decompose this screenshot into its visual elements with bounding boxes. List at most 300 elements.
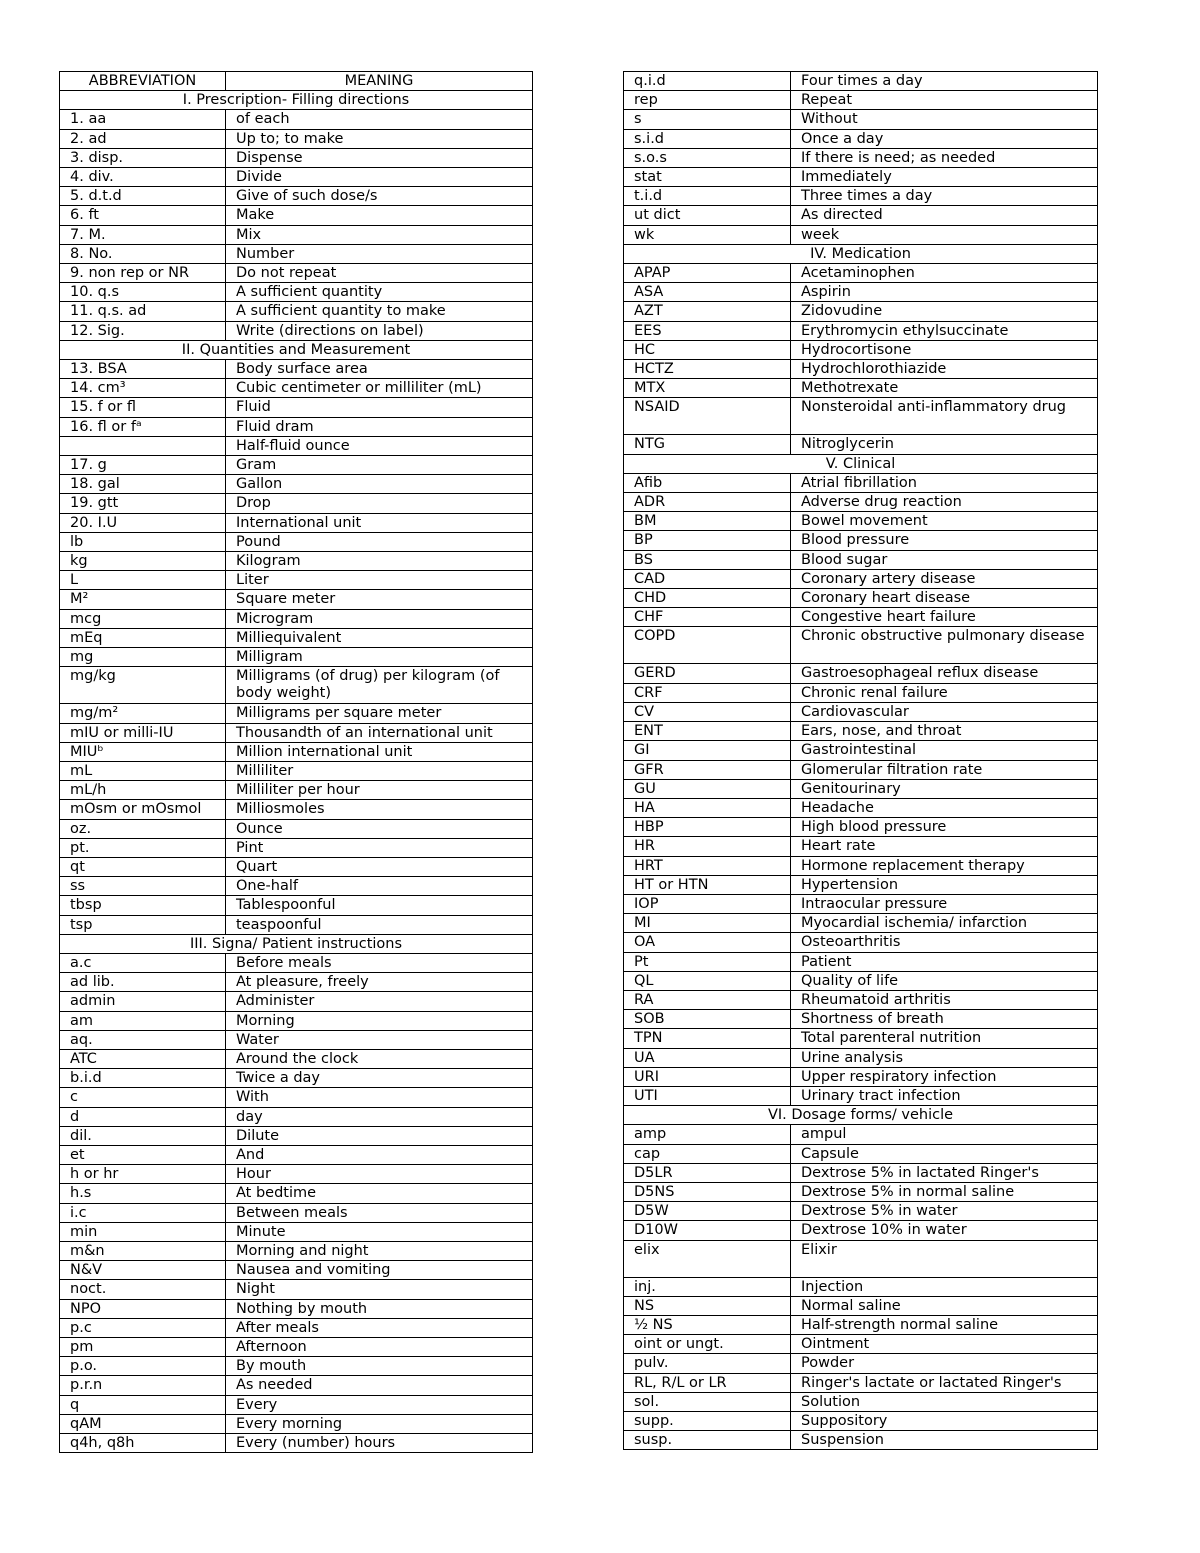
meaning-cell: Chronic obstructive pulmonary disease: [791, 627, 1098, 664]
abbreviation-cell: URI: [624, 1067, 791, 1086]
abbreviation-cell: q.i.d: [624, 72, 791, 91]
meaning-cell: Number: [226, 244, 533, 263]
abbreviation-cell: HT or HTN: [624, 875, 791, 894]
table-row: [624, 1354, 1098, 1373]
abbreviation-cell: RL, R/L or LR: [624, 1373, 791, 1392]
meaning-cell: Hydrocortisone: [791, 340, 1098, 359]
meaning-cell: Capsule: [791, 1144, 1098, 1163]
abbreviation-cell: D5W: [624, 1202, 791, 1221]
abbreviation-cell: CHF: [624, 608, 791, 627]
table-row: [624, 1067, 1098, 1086]
abbreviation-cell: m&n: [60, 1241, 226, 1260]
abbreviation-cell: 19. gtt: [60, 494, 226, 513]
table-row: [624, 1163, 1098, 1182]
meaning-cell: Night: [226, 1280, 533, 1299]
abbreviation-cell: TPN: [624, 1029, 791, 1048]
table-row: [60, 1145, 533, 1164]
abbreviation-cell: 13. BSA: [60, 360, 226, 379]
meaning-cell: Milligrams (of drug) per kilogram (of body weight): [226, 667, 533, 704]
meaning-cell: Aspirin: [791, 283, 1098, 302]
table-row: [60, 1376, 533, 1395]
meaning-cell: Liter: [226, 571, 533, 590]
meaning-cell: Milliliter: [226, 761, 533, 780]
table-row: [60, 1395, 533, 1414]
abbreviation-cell: 5. d.t.d: [60, 187, 226, 206]
meaning-cell: of each: [226, 110, 533, 129]
meaning-cell: Morning: [226, 1011, 533, 1030]
meaning-cell: Hydrochlorothiazide: [791, 360, 1098, 379]
abbreviation-cell: supp.: [624, 1412, 791, 1431]
abbreviation-cell: D10W: [624, 1221, 791, 1240]
table-row: [624, 1202, 1098, 1221]
table-row: [624, 760, 1098, 779]
table-row: [60, 1049, 533, 1068]
abbreviation-cell: s.i.d: [624, 129, 791, 148]
meaning-cell: Microgram: [226, 609, 533, 628]
meaning-cell: Milliliter per hour: [226, 781, 533, 800]
meaning-cell: Quart: [226, 857, 533, 876]
table-row: [624, 990, 1098, 1009]
meaning-cell: Bowel movement: [791, 512, 1098, 531]
meaning-cell: day: [226, 1107, 533, 1126]
abbreviation-cell: COPD: [624, 627, 791, 664]
table-row: [60, 704, 533, 723]
table-row: [624, 1125, 1098, 1144]
meaning-cell: Intraocular pressure: [791, 894, 1098, 913]
table-row: [60, 187, 533, 206]
section-header-row: [624, 244, 1098, 263]
abbreviation-cell: N&V: [60, 1261, 226, 1280]
abbreviation-cell: oint or ungt.: [624, 1335, 791, 1354]
meaning-cell: Erythromycin ethylsuccinate: [791, 321, 1098, 340]
meaning-cell: Chronic renal failure: [791, 683, 1098, 702]
table-row: [60, 648, 533, 667]
abbreviation-cell: OA: [624, 933, 791, 952]
table-row: [60, 129, 533, 148]
table-row: [60, 417, 533, 436]
meaning-cell: Blood pressure: [791, 531, 1098, 550]
abbreviation-cell: 2. ad: [60, 129, 226, 148]
header-abbreviation: ABBREVIATION: [60, 72, 226, 91]
meaning-cell: Repeat: [791, 91, 1098, 110]
table-row: [60, 1126, 533, 1145]
table-row: [624, 569, 1098, 588]
abbreviation-cell: rep: [624, 91, 791, 110]
meaning-cell: Ointment: [791, 1335, 1098, 1354]
abbreviation-cell: EES: [624, 321, 791, 340]
meaning-cell: Administer: [226, 992, 533, 1011]
abbreviation-cell: RA: [624, 990, 791, 1009]
table-row: [624, 264, 1098, 283]
abbreviation-cell: NS: [624, 1296, 791, 1315]
table-row: [60, 915, 533, 934]
meaning-cell: Nitroglycerin: [791, 435, 1098, 454]
abbreviation-cell: admin: [60, 992, 226, 1011]
right-table-body: [624, 72, 1098, 1450]
meaning-cell: Gallon: [226, 475, 533, 494]
abbreviation-cell: noct.: [60, 1280, 226, 1299]
abbreviation-cell: inj.: [624, 1277, 791, 1296]
meaning-cell: Zidovudine: [791, 302, 1098, 321]
meaning-cell: Gastrointestinal: [791, 741, 1098, 760]
table-row: [624, 683, 1098, 702]
abbreviation-cell: 11. q.s. ad: [60, 302, 226, 321]
table-row: [624, 856, 1098, 875]
abbreviation-cell: h or hr: [60, 1165, 226, 1184]
abbreviation-cell: CAD: [624, 569, 791, 588]
meaning-cell: As needed: [226, 1376, 533, 1395]
meaning-cell: Kilogram: [226, 552, 533, 571]
abbreviation-cell: mIU or milli-IU: [60, 723, 226, 742]
abbreviation-cell: qAM: [60, 1414, 226, 1433]
table-row: [60, 513, 533, 532]
table-row: [60, 819, 533, 838]
table-row: [624, 1431, 1098, 1450]
meaning-cell: Ounce: [226, 819, 533, 838]
abbreviation-cell: qt: [60, 857, 226, 876]
abbreviation-table-left: [59, 71, 533, 1453]
table-row: [624, 1412, 1098, 1431]
meaning-cell: Before meals: [226, 953, 533, 972]
table-row: [624, 798, 1098, 817]
abbreviation-cell: mg: [60, 648, 226, 667]
section-title: II. Quantities and Measurement: [60, 340, 533, 359]
meaning-cell: With: [226, 1088, 533, 1107]
table-row: [624, 722, 1098, 741]
table-row: [60, 1184, 533, 1203]
table-row: [60, 283, 533, 302]
meaning-cell: Milliosmoles: [226, 800, 533, 819]
table-row: [60, 206, 533, 225]
meaning-cell: Cardiovascular: [791, 702, 1098, 721]
abbreviation-cell: D5LR: [624, 1163, 791, 1182]
abbreviation-cell: ½ NS: [624, 1315, 791, 1334]
meaning-cell: By mouth: [226, 1357, 533, 1376]
table-row: [60, 1165, 533, 1184]
abbreviation-cell: 8. No.: [60, 244, 226, 263]
table-row: [624, 473, 1098, 492]
table-row: [624, 206, 1098, 225]
abbreviation-cell: lb: [60, 532, 226, 551]
meaning-cell: Ringer's lactate or lactated Ringer's: [791, 1373, 1098, 1392]
table-row: [624, 493, 1098, 512]
table-row: [60, 992, 533, 1011]
abbreviation-cell: c: [60, 1088, 226, 1107]
table-row: [60, 148, 533, 167]
meaning-cell: Rheumatoid arthritis: [791, 990, 1098, 1009]
table-row: [60, 1299, 533, 1318]
table-row: [624, 110, 1098, 129]
meaning-cell: Million international unit: [226, 742, 533, 761]
abbreviation-cell: ss: [60, 877, 226, 896]
table-row: [624, 664, 1098, 683]
abbreviation-cell: 18. gal: [60, 475, 226, 494]
abbreviation-cell: mL/h: [60, 781, 226, 800]
abbreviation-cell: p.c: [60, 1318, 226, 1337]
table-row: [624, 1221, 1098, 1240]
abbreviation-cell: UTI: [624, 1086, 791, 1105]
abbreviation-cell: et: [60, 1145, 226, 1164]
abbreviation-cell: susp.: [624, 1431, 791, 1450]
table-row: [624, 837, 1098, 856]
abbreviation-cell: CHD: [624, 589, 791, 608]
table-row: [624, 1392, 1098, 1411]
abbreviation-cell: L: [60, 571, 226, 590]
table-row: [624, 148, 1098, 167]
abbreviation-cell: mL: [60, 761, 226, 780]
meaning-cell: International unit: [226, 513, 533, 532]
table-row: [60, 264, 533, 283]
meaning-cell: High blood pressure: [791, 818, 1098, 837]
abbreviation-cell: ADR: [624, 493, 791, 512]
meaning-cell: Suspension: [791, 1431, 1098, 1450]
meaning-cell: Nothing by mouth: [226, 1299, 533, 1318]
abbreviation-cell: stat: [624, 168, 791, 187]
abbreviation-cell: q: [60, 1395, 226, 1414]
table-row: [60, 1434, 533, 1453]
meaning-cell: Every (number) hours: [226, 1434, 533, 1453]
table-row: [624, 225, 1098, 244]
meaning-cell: Urine analysis: [791, 1048, 1098, 1067]
meaning-cell: Give of such dose/s: [226, 187, 533, 206]
section-header-row: [624, 1106, 1098, 1125]
table-row: [60, 360, 533, 379]
abbreviation-cell: b.i.d: [60, 1069, 226, 1088]
table-row: [60, 723, 533, 742]
table-row: [624, 91, 1098, 110]
table-row: [60, 1357, 533, 1376]
table-row: [624, 875, 1098, 894]
meaning-cell: Four times a day: [791, 72, 1098, 91]
abbreviation-cell: p.o.: [60, 1357, 226, 1376]
table-row: [624, 952, 1098, 971]
table-row: [60, 1011, 533, 1030]
abbreviation-cell: ad lib.: [60, 973, 226, 992]
section-header-row: [624, 454, 1098, 473]
meaning-cell: A sufficient quantity to make: [226, 302, 533, 321]
meaning-cell: Thousandth of an international unit: [226, 723, 533, 742]
meaning-cell: At pleasure, freely: [226, 973, 533, 992]
abbreviation-cell: HA: [624, 798, 791, 817]
table-row: [624, 1048, 1098, 1067]
abbreviation-cell: i.c: [60, 1203, 226, 1222]
abbreviation-cell: aq.: [60, 1030, 226, 1049]
abbreviation-cell: oz.: [60, 819, 226, 838]
meaning-cell: Adverse drug reaction: [791, 493, 1098, 512]
meaning-cell: Powder: [791, 1354, 1098, 1373]
abbreviation-cell: ENT: [624, 722, 791, 741]
table-row: [60, 1280, 533, 1299]
table-row: [624, 1373, 1098, 1392]
meaning-cell: Pint: [226, 838, 533, 857]
table-row: [624, 129, 1098, 148]
meaning-cell: Shortness of breath: [791, 1010, 1098, 1029]
table-row: [624, 1086, 1098, 1105]
meaning-cell: teaspoonful: [226, 915, 533, 934]
table-row: [624, 72, 1098, 91]
meaning-cell: Ears, nose, and throat: [791, 722, 1098, 741]
table-row: [60, 302, 533, 321]
table-row: [60, 1318, 533, 1337]
abbreviation-cell: GU: [624, 779, 791, 798]
abbreviation-cell: CV: [624, 702, 791, 721]
abbreviation-cell: tbsp: [60, 896, 226, 915]
section-title: I. Prescription- Filling directions: [60, 91, 533, 110]
meaning-cell: Drop: [226, 494, 533, 513]
meaning-cell: Between meals: [226, 1203, 533, 1222]
table-row: [60, 1069, 533, 1088]
meaning-cell: Myocardial ischemia/ infarction: [791, 914, 1098, 933]
abbreviation-cell: elix: [624, 1240, 791, 1277]
table-row: [624, 1277, 1098, 1296]
table-row: [60, 742, 533, 761]
meaning-cell: Dextrose 5% in normal saline: [791, 1182, 1098, 1201]
table-row: [60, 475, 533, 494]
abbreviation-cell: APAP: [624, 264, 791, 283]
meaning-cell: Once a day: [791, 129, 1098, 148]
abbreviation-cell: d: [60, 1107, 226, 1126]
abbreviation-cell: 20. I.U: [60, 513, 226, 532]
meaning-cell: Injection: [791, 1277, 1098, 1296]
table-row: [624, 187, 1098, 206]
abbreviation-cell: mcg: [60, 609, 226, 628]
meaning-cell: Upper respiratory infection: [791, 1067, 1098, 1086]
table-row: [60, 168, 533, 187]
abbreviation-cell: 17. g: [60, 456, 226, 475]
abbreviation-cell: MIUᵇ: [60, 742, 226, 761]
meaning-cell: Body surface area: [226, 360, 533, 379]
table-row: [60, 110, 533, 129]
section-header-row: [60, 91, 533, 110]
meaning-cell: Fluid dram: [226, 417, 533, 436]
table-row: [624, 741, 1098, 760]
table-row: [624, 971, 1098, 990]
table-row: [624, 168, 1098, 187]
meaning-cell: Twice a day: [226, 1069, 533, 1088]
meaning-cell: Solution: [791, 1392, 1098, 1411]
abbreviation-cell: QL: [624, 971, 791, 990]
abbreviation-cell: mEq: [60, 628, 226, 647]
meaning-cell: Milligram: [226, 648, 533, 667]
abbreviation-cell: cap: [624, 1144, 791, 1163]
table-row: [60, 1414, 533, 1433]
abbreviation-cell: Pt: [624, 952, 791, 971]
abbreviation-cell: 16. fl or fᵃ: [60, 417, 226, 436]
meaning-cell: Do not repeat: [226, 264, 533, 283]
abbreviation-cell: D5NS: [624, 1182, 791, 1201]
meaning-cell: One-half: [226, 877, 533, 896]
abbreviation-cell: dil.: [60, 1126, 226, 1145]
abbreviation-cell: [60, 436, 226, 455]
table-row: [624, 894, 1098, 913]
abbreviation-cell: s.o.s: [624, 148, 791, 167]
abbreviation-cell: wk: [624, 225, 791, 244]
meaning-cell: Glomerular filtration rate: [791, 760, 1098, 779]
table-row: [624, 1296, 1098, 1315]
meaning-cell: And: [226, 1145, 533, 1164]
meaning-cell: Dextrose 5% in lactated Ringer's: [791, 1163, 1098, 1182]
table-row: [60, 896, 533, 915]
abbreviation-cell: ut dict: [624, 206, 791, 225]
meaning-cell: ampul: [791, 1125, 1098, 1144]
meaning-cell: week: [791, 225, 1098, 244]
table-row: [624, 702, 1098, 721]
abbreviation-cell: NPO: [60, 1299, 226, 1318]
abbreviation-cell: 4. div.: [60, 168, 226, 187]
meaning-cell: Morning and night: [226, 1241, 533, 1260]
meaning-cell: Gram: [226, 456, 533, 475]
abbreviation-cell: IOP: [624, 894, 791, 913]
meaning-cell: Urinary tract infection: [791, 1086, 1098, 1105]
table-row: [624, 1029, 1098, 1048]
meaning-cell: Heart rate: [791, 837, 1098, 856]
meaning-cell: Quality of life: [791, 971, 1098, 990]
table-row: [624, 379, 1098, 398]
abbreviation-cell: 12. Sig.: [60, 321, 226, 340]
meaning-cell: If there is need; as needed: [791, 148, 1098, 167]
table-row: [60, 1261, 533, 1280]
meaning-cell: Write (directions on label): [226, 321, 533, 340]
abbreviation-cell: HC: [624, 340, 791, 359]
abbreviation-cell: ATC: [60, 1049, 226, 1068]
table-row: [60, 1241, 533, 1260]
table-row: [60, 781, 533, 800]
meaning-cell: Dispense: [226, 148, 533, 167]
table-row: [624, 1335, 1098, 1354]
abbreviation-cell: pt.: [60, 838, 226, 857]
abbreviation-cell: tsp: [60, 915, 226, 934]
meaning-cell: Around the clock: [226, 1049, 533, 1068]
abbreviation-cell: GI: [624, 741, 791, 760]
abbreviation-cell: MTX: [624, 379, 791, 398]
table-row: [60, 1338, 533, 1357]
table-row: [60, 1088, 533, 1107]
meaning-cell: Nonsteroidal anti-inflammatory drug: [791, 398, 1098, 435]
abbreviation-cell: HR: [624, 837, 791, 856]
table-row: [60, 838, 533, 857]
abbreviation-cell: SOB: [624, 1010, 791, 1029]
table-row: [60, 590, 533, 609]
meaning-cell: Osteoarthritis: [791, 933, 1098, 952]
abbreviation-cell: AZT: [624, 302, 791, 321]
abbreviation-cell: HCTZ: [624, 360, 791, 379]
table-row: [624, 589, 1098, 608]
meaning-cell: Water: [226, 1030, 533, 1049]
meaning-cell: Gastroesophageal reflux disease: [791, 664, 1098, 683]
table-row: [624, 435, 1098, 454]
abbreviation-cell: UA: [624, 1048, 791, 1067]
table-row: [624, 1144, 1098, 1163]
meaning-cell: Total parenteral nutrition: [791, 1029, 1098, 1048]
table-row: [60, 571, 533, 590]
table-row: [60, 225, 533, 244]
table-row: [624, 608, 1098, 627]
table-row: [624, 512, 1098, 531]
table-row: [624, 914, 1098, 933]
meaning-cell: Nausea and vomiting: [226, 1261, 533, 1280]
meaning-cell: Every: [226, 1395, 533, 1414]
meaning-cell: Atrial fibrillation: [791, 473, 1098, 492]
meaning-cell: Make: [226, 206, 533, 225]
meaning-cell: Acetaminophen: [791, 264, 1098, 283]
table-row: [624, 818, 1098, 837]
abbreviation-cell: mg/m²: [60, 704, 226, 723]
table-row: [60, 321, 533, 340]
table-row: [624, 340, 1098, 359]
table-row: [624, 360, 1098, 379]
header-meaning: MEANING: [226, 72, 533, 91]
meaning-cell: Headache: [791, 798, 1098, 817]
